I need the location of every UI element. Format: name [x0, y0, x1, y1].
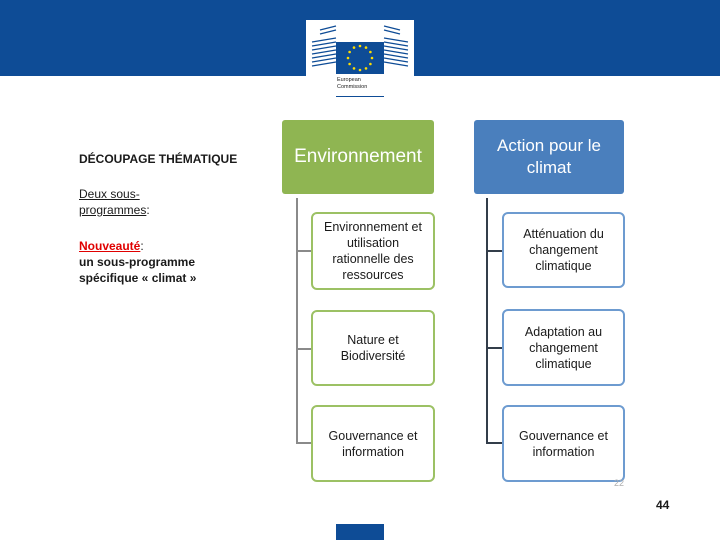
climate-connector-vertical — [486, 198, 488, 443]
environment-item-governance: Gouvernance et information — [311, 405, 435, 482]
logo-text — [337, 77, 367, 90]
climate-item-adaptation: Adaptation au changement climatique — [502, 309, 625, 386]
intro-text — [79, 186, 269, 218]
new-line1: un sous-programme — [79, 255, 196, 269]
section-heading: DÉCOUPAGE THÉMATIQUE — [79, 152, 238, 166]
new-colon: : — [140, 239, 144, 253]
european-commission-logo — [306, 20, 414, 100]
environment-header: Environnement — [282, 120, 434, 194]
environment-item-nature: Nature et Biodiversité — [311, 310, 435, 386]
logo-text-line2: Commission — [337, 83, 368, 90]
climate-connector-1 — [486, 250, 502, 252]
intro-line1: Deux sous- — [79, 187, 140, 201]
page-number: 44 — [656, 498, 670, 512]
environment-connector-3 — [296, 442, 311, 444]
environment-connector-vertical — [296, 198, 298, 443]
footer-bar — [336, 524, 384, 540]
logo-text-line1: European — [337, 77, 361, 83]
climate-item-mitigation: Atténuation du changement climatique — [502, 212, 625, 288]
new-line2: spécifique « climat » — [79, 271, 197, 285]
environment-connector-2 — [296, 348, 311, 350]
left-panel — [79, 150, 269, 286]
environment-item-resources: Environnement et utilisation rationnelle des ressources — [311, 212, 435, 290]
environment-connector-1 — [296, 250, 311, 252]
intro-line2: programmes — [79, 203, 147, 217]
climate-item-governance: Gouvernance et information — [502, 405, 625, 482]
ghost-page-number: 22 — [614, 478, 625, 488]
intro-colon: : — [146, 203, 150, 217]
climate-connector-3 — [486, 442, 502, 444]
climate-connector-2 — [486, 347, 502, 349]
climate-header: Action pour le climat — [474, 120, 624, 194]
new-label: Nouveauté — [79, 239, 141, 253]
new-text — [79, 238, 269, 286]
